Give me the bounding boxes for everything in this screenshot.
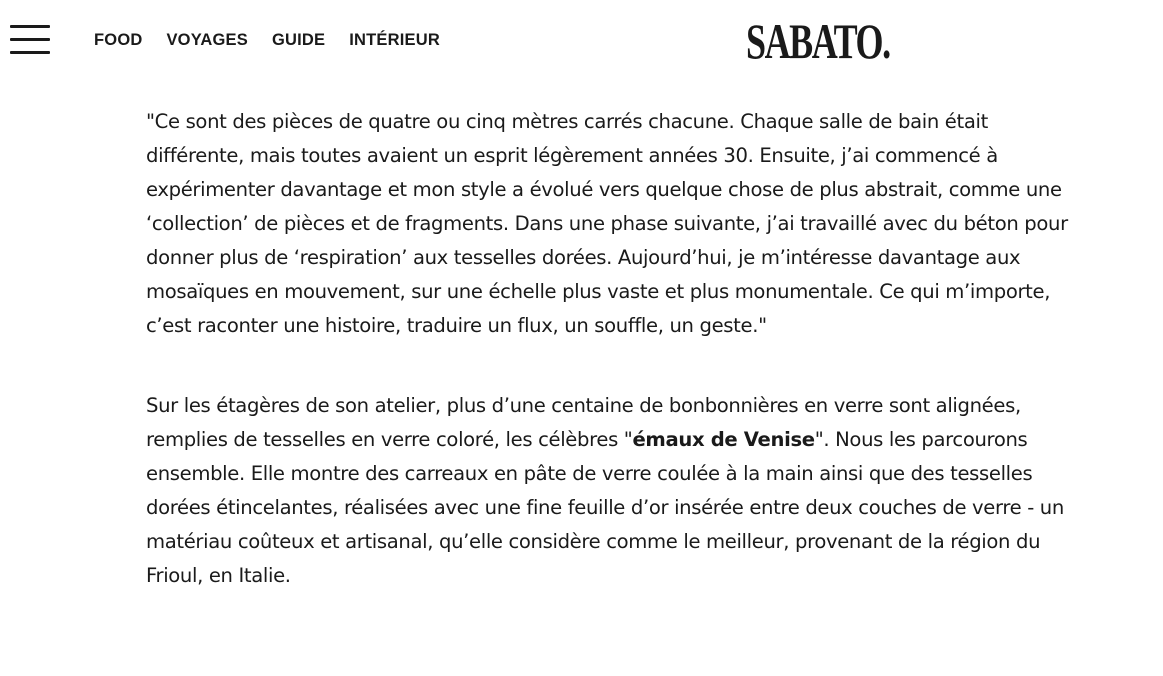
highlighted-term: émaux de Venise	[632, 428, 815, 451]
article-paragraph	[146, 389, 1076, 593]
site-logo[interactable]: SABATO.	[746, 13, 890, 69]
main-nav	[94, 30, 464, 50]
paragraph-text: ". Nous les parcourons ensemble. Elle montre des carreaux en pâte de verre coulée à la main ainsi que des tesselles dorées étincelantes, réalisées avec une fine feuille d’or insérée entre deux couches de verre - un matériau coûteux et artisanal, qu’elle considère comme le meilleur, provenant de la région du Frioul, en Italie.	[146, 428, 1064, 587]
menu-icon[interactable]	[10, 25, 50, 57]
nav-item-voyages[interactable]: VOYAGES	[166, 31, 248, 49]
menu-icon-bar	[10, 25, 50, 28]
site-header	[0, 0, 1163, 80]
menu-icon-bar	[10, 38, 50, 41]
nav-item-food[interactable]: FOOD	[94, 31, 143, 49]
article-body	[146, 105, 1076, 593]
paragraph-text: Sur les étagères de son atelier, plus d’une centaine de bonbonnières en verre sont alignées, remplies de tesselles en verre coloré, les célèbres "	[146, 394, 1021, 451]
article-quote-paragraph: "Ce sont des pièces de quatre ou cinq mètres carrés chacune. Chaque salle de bain était différente, mais toutes avaient un esprit légèrement années 30. Ensuite, j’ai commencé à expérimenter davantage et mon style a évolué vers quelque chose de plus abstrait, comme une ‘collection’ de pièces et de fragments. Dans une phase suivante, j’ai travaillé avec du béton pour donner plus de ‘respiration’ aux tesselles dorées. Aujourd’hui, je m’intéresse davantage aux mosaïques en mouvement, sur une échelle plus vaste et plus monumentale. Ce qui m’importe, c’est raconter une histoire, traduire un flux, un souffle, un geste."	[146, 110, 1068, 337]
nav-item-guide[interactable]: GUIDE	[271, 31, 326, 49]
nav-item-interieur[interactable]: INTÉRIEUR	[349, 31, 440, 49]
menu-icon-bar	[10, 51, 50, 54]
